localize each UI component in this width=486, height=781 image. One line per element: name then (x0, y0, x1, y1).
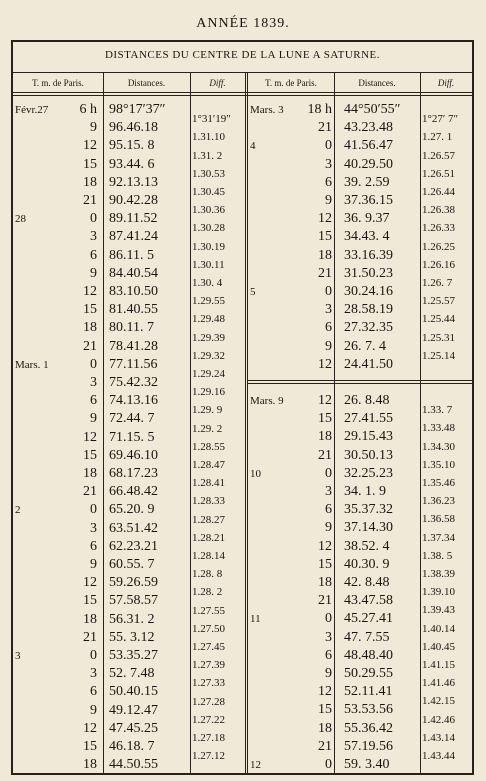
diff-cell: 1.29. 9 (192, 404, 223, 417)
hour-cell: 9 (90, 120, 97, 136)
diff-cell: 1.27.39 (192, 659, 225, 672)
distance-cell: 77.11.56 (109, 356, 158, 372)
distance-cell: 24.41.50 (344, 356, 393, 372)
hour-cell: 3 (325, 302, 332, 318)
distance-cell: 81.40.55 (109, 302, 158, 318)
hour-cell: 21 (83, 629, 97, 645)
diff-cell: 1.40.45 (422, 640, 455, 653)
date-label: 12 (250, 759, 261, 771)
hour-cell: 12 (83, 720, 97, 736)
hour-cell: 18 (83, 466, 97, 481)
hour-cell: 6 (325, 320, 332, 336)
hour-cell: 0 (325, 284, 332, 299)
distance-cell: 32.25.23 (344, 465, 393, 481)
date-label: 5 (250, 286, 256, 298)
diff-cell: 1.28. 8 (192, 568, 223, 581)
hour-cell: 3 (325, 629, 332, 645)
diff-cell: 1.40.14 (422, 622, 455, 635)
distance-cell: 44.50.55 (109, 757, 158, 773)
diff-cell: 1.27.12 (192, 750, 225, 763)
distance-cell: 30.50.13 (344, 447, 393, 463)
hour-cell: 18 (318, 247, 332, 263)
distance-cell: 87.41.24 (109, 229, 158, 245)
distance-cell: 46.18. 7 (109, 739, 155, 754)
diff-cell: 1.26.51 (422, 167, 455, 180)
distance-cell: 50.29.55 (344, 666, 393, 681)
right-section-rule-2 (248, 383, 473, 384)
hour-cell: 18 (83, 611, 97, 627)
distance-cell: 89.11.52 (109, 211, 158, 227)
distance-cell: 84.40.54 (109, 265, 158, 281)
diff-cell: 1.25.57 (422, 295, 455, 308)
distance-cell: 59. 3.40 (344, 757, 390, 772)
diff-cell: 1.27.22 (192, 713, 225, 726)
diff-cell: 1.29.48 (192, 313, 225, 326)
diff-cell: 1.25.44 (422, 313, 455, 326)
hour-cell: 0 (325, 757, 332, 772)
diff-cell: 1.42.15 (422, 695, 455, 708)
distance-cell: 34. 1. 9 (344, 484, 386, 499)
diff-cell: 1.30. 4 (192, 276, 223, 289)
diff-cell: 1.26. 7 (422, 276, 453, 289)
distance-cell: 43.47.58 (344, 593, 393, 609)
hour-cell: 6 h (79, 102, 97, 117)
distance-cell: 38.52. 4 (344, 538, 390, 554)
diff-cell: 1.28. 2 (192, 586, 223, 599)
date-label: Mars. 3 (250, 104, 284, 116)
hour-cell: 12 (83, 284, 97, 299)
distance-cell: 40.30. 9 (344, 556, 390, 572)
distance-cell: 28.58.19 (344, 302, 393, 318)
distance-cell: 44°50′55″ (344, 102, 401, 117)
date-label: 11 (250, 613, 261, 626)
hour-cell: 0 (325, 138, 332, 154)
date-label: Févr.27 (15, 104, 49, 116)
year-title: ANNÉE 1839. (196, 16, 290, 31)
hour-cell: 6 (325, 502, 332, 518)
diff-cell: 1.38. 5 (422, 549, 453, 562)
hour-cell: 18 (318, 720, 332, 736)
hour-cell: 6 (325, 174, 332, 190)
diff-cell: 1.34.30 (422, 440, 455, 453)
diff-cell: 1.33.48 (422, 422, 455, 435)
diff-cell: 1.35.46 (422, 476, 455, 489)
diff-cell: 1.28.21 (192, 531, 225, 544)
diff-cell: 1.30.36 (192, 204, 225, 217)
distance-cell: 93.44. 6 (109, 156, 155, 172)
date-label: 3 (15, 650, 21, 662)
hour-cell: 21 (318, 447, 332, 463)
distance-cell: 57.19.56 (344, 738, 393, 754)
hour-cell: 12 (318, 356, 332, 372)
hour-cell: 15 (318, 556, 332, 572)
date-label: 10 (250, 467, 261, 480)
diff-cell: 1.26.25 (422, 240, 455, 253)
hour-cell: 15 (83, 447, 97, 463)
distance-cell: 83.10.50 (109, 284, 158, 299)
date-label: Mars. 1 (15, 358, 49, 371)
diff-cell: 1.29.24 (192, 367, 225, 380)
distance-cell: 34.43. 4 (344, 229, 390, 245)
distance-cell: 63.51.42 (109, 520, 158, 536)
diff-cell: 1.28.55 (192, 440, 225, 453)
diff-cell: 1.38.39 (422, 567, 455, 580)
diff-cell: 1.27.18 (192, 731, 225, 744)
distance-cell: 55.36.42 (344, 720, 393, 736)
diff-cell: 1.43.44 (422, 749, 455, 762)
distance-cell: 41.56.47 (344, 138, 393, 154)
diff-cell: 1.36.58 (422, 513, 455, 526)
table-title: DISTANCES DU CENTRE DE LA LUNE A SATURNE. (104, 49, 381, 61)
diff-cell: 1.28.33 (192, 495, 225, 508)
distance-cell: 95.15. 8 (109, 138, 155, 154)
distance-cell: 56.31. 2 (109, 611, 155, 627)
diff-cell: 1.25.14 (422, 349, 455, 362)
hour-cell: 12 (318, 393, 332, 408)
diff-cell: 1.42.46 (422, 713, 455, 726)
diff-cell: 1.30.45 (192, 185, 225, 198)
distance-cell: 26. 8.48 (344, 393, 390, 408)
distance-cell: 33.16.39 (344, 247, 393, 263)
diff-cell: 1.26.33 (422, 222, 455, 235)
distance-cell: 50.40.15 (109, 684, 158, 700)
diff-cell: 1.25.31 (422, 331, 455, 344)
distance-cell: 31.50.23 (344, 265, 393, 281)
distance-cell: 53.35.27 (109, 648, 158, 663)
distance-cell: 78.41.28 (109, 338, 158, 354)
hour-cell: 0 (90, 211, 97, 227)
diff-cell: 1.29.39 (192, 331, 225, 344)
distance-cell: 90.42.28 (109, 193, 158, 208)
hour-cell: 9 (90, 557, 97, 572)
distance-cell: 39. 2.59 (344, 174, 390, 190)
distance-cell: 37.14.30 (344, 520, 393, 536)
hour-cell: 3 (90, 666, 97, 682)
distance-cell: 43.23.48 (344, 120, 393, 136)
distance-cell: 49.12.47 (109, 702, 158, 718)
distance-cell: 60.55. 7 (109, 557, 155, 572)
hour-cell: 0 (90, 648, 97, 663)
diff-cell: 1.29. 2 (192, 422, 223, 435)
diff-cell: 1.27. 1 (422, 131, 453, 144)
distance-cell: 68.17.23 (109, 466, 158, 481)
distance-cell: 40.29.50 (344, 156, 393, 172)
distance-cell: 86.11. 5 (109, 247, 154, 263)
header-distance-right: Distances. (358, 78, 396, 88)
diff-cell: 1.31.10 (192, 131, 225, 144)
hour-cell: 6 (90, 538, 97, 554)
distance-cell: 30.24.16 (344, 284, 393, 299)
diff-cell: 1.26.16 (422, 258, 455, 271)
diff-cell: 1.28.27 (192, 513, 225, 526)
distance-cell: 98°17′37″ (109, 102, 166, 117)
hour-cell: 18 (83, 320, 97, 336)
hour-cell: 3 (90, 375, 97, 390)
diff-cell: 1.41.15 (422, 658, 455, 671)
diff-cell: 1.28.47 (192, 458, 225, 471)
hour-cell: 15 (83, 593, 97, 609)
hour-cell: 18 (83, 174, 97, 190)
diff-cell: 1.27.50 (192, 622, 225, 635)
diff-cell: 1.27.28 (192, 695, 225, 708)
hour-cell: 9 (325, 193, 332, 208)
distance-cell: 59.26.59 (109, 575, 158, 591)
diff-cell: 1.26.38 (422, 204, 455, 217)
hour-cell: 0 (90, 502, 97, 518)
header-distance-left: Distances. (127, 78, 166, 88)
diff-cell: 1.39.43 (422, 604, 455, 617)
diff-cell: 1.28.41 (192, 477, 225, 490)
hour-cell: 3 (325, 156, 332, 172)
diff-cell: 1°31′19″ (192, 113, 231, 126)
hour-cell: 0 (325, 611, 332, 627)
col-divider-1 (103, 73, 104, 773)
distance-cell: 71.15. 5 (109, 429, 155, 445)
distance-cell: 72.44. 7 (109, 411, 155, 427)
diff-cell: 1.43.14 (422, 731, 455, 744)
diff-cell: 1.28.14 (192, 549, 225, 562)
hour-cell: 9 (325, 666, 332, 681)
hour-cell: 15 (83, 739, 97, 754)
date-label: 4 (250, 140, 256, 153)
hour-cell: 12 (83, 575, 97, 591)
distance-cell: 62.23.21 (109, 538, 158, 554)
diff-cell: 1.30.28 (192, 222, 225, 235)
hour-cell: 0 (90, 356, 97, 372)
diff-cell: 1.27.45 (192, 640, 225, 653)
distance-cell: 55. 3.12 (109, 629, 155, 645)
hour-cell: 0 (325, 465, 332, 481)
date-label: Mars. 9 (250, 395, 284, 407)
distance-cell: 45.27.41 (344, 611, 393, 627)
distance-cell: 80.11. 7 (109, 320, 154, 336)
diff-cell: 1.35.10 (422, 458, 455, 471)
hour-cell: 9 (90, 702, 97, 718)
hour-cell: 18 (318, 429, 332, 445)
diff-cell: 1°27′ 7″ (422, 113, 459, 126)
hour-cell: 21 (83, 338, 97, 354)
header-diff-left: Diff. (209, 78, 226, 88)
distance-cell: 29.15.43 (344, 429, 393, 445)
distance-cell: 27.32.35 (344, 320, 393, 336)
distance-cell: 92.13.13 (109, 174, 158, 190)
col-divider-3 (334, 73, 335, 773)
distance-cell: 52. 7.48 (109, 666, 155, 682)
diff-cell: 1.26.44 (422, 185, 455, 198)
distance-cell: 37.36.15 (344, 193, 393, 208)
distance-cell: 57.58.57 (109, 593, 158, 609)
distance-cell: 27.41.55 (344, 411, 393, 427)
hour-cell: 12 (318, 684, 332, 700)
distance-cell: 52.11.41 (344, 684, 393, 700)
hour-cell: 6 (325, 647, 332, 663)
hour-cell: 12 (318, 538, 332, 554)
distance-cell: 65.20. 9 (109, 502, 155, 518)
date-label: 28 (15, 213, 26, 226)
diff-cell: 1.26.57 (422, 149, 455, 162)
distance-cell: 75.42.32 (109, 375, 158, 390)
hour-cell: 9 (325, 338, 332, 354)
hour-cell: 3 (90, 520, 97, 536)
hour-cell: 15 (318, 411, 332, 427)
hour-cell: 21 (318, 265, 332, 281)
distance-cell: 96.46.18 (109, 120, 158, 136)
hour-cell: 3 (325, 484, 332, 499)
hour-cell: 15 (83, 302, 97, 318)
diff-cell: 1.36.23 (422, 495, 455, 508)
hour-cell: 21 (83, 193, 97, 208)
distance-cell: 48.48.40 (344, 647, 393, 663)
diff-cell: 1.29.32 (192, 349, 225, 362)
diff-cell: 1.39.10 (422, 586, 455, 599)
hour-cell: 21 (83, 484, 97, 500)
diff-cell: 1.30.53 (192, 167, 225, 180)
header-rule (13, 92, 472, 93)
hour-cell: 21 (318, 738, 332, 754)
distance-cell: 36. 9.37 (344, 211, 390, 227)
header-time-right: T. m. de Paris. (265, 78, 317, 88)
hour-cell: 9 (90, 265, 97, 281)
date-label: 2 (15, 504, 21, 517)
diff-cell: 1.37.34 (422, 531, 455, 544)
hour-cell: 15 (318, 229, 332, 245)
distance-cell: 53.53.56 (344, 702, 393, 718)
hour-cell: 18 h (307, 102, 332, 117)
distance-cell: 26. 7. 4 (344, 338, 386, 354)
distance-cell: 74.13.16 (109, 393, 158, 409)
right-section-rule (248, 380, 473, 381)
hour-cell: 21 (318, 120, 332, 136)
hour-cell: 6 (90, 247, 97, 263)
hour-cell: 6 (90, 393, 97, 409)
hour-cell: 21 (318, 593, 332, 609)
diff-cell: 1.30.19 (192, 240, 225, 253)
header-diff-right: Diff. (437, 78, 455, 88)
diff-cell: 1.29.16 (192, 386, 225, 399)
hour-cell: 6 (90, 684, 97, 700)
diff-cell: 1.27.33 (192, 677, 225, 690)
hour-cell: 3 (90, 229, 97, 245)
distance-cell: 66.48.42 (109, 484, 158, 500)
diff-cell: 1.29.55 (192, 295, 225, 308)
header-time-left: T. m. de Paris. (32, 78, 84, 88)
distance-cell: 35.37.32 (344, 502, 393, 518)
hour-cell: 12 (318, 211, 332, 227)
diff-cell: 1.33. 7 (422, 404, 453, 417)
hour-cell: 15 (318, 702, 332, 718)
hour-cell: 12 (83, 429, 97, 445)
distance-cell: 47.45.25 (109, 720, 158, 736)
hour-cell: 18 (83, 757, 97, 773)
hour-cell: 15 (83, 156, 97, 172)
table-frame (11, 40, 474, 775)
diff-cell: 1.31. 2 (192, 149, 223, 162)
header-rule-2 (13, 95, 472, 96)
distance-cell: 42. 8.48 (344, 575, 390, 590)
title-rule (13, 72, 472, 73)
hour-cell: 9 (325, 520, 332, 536)
diff-cell: 1.30.11 (192, 258, 225, 271)
hour-cell: 12 (83, 138, 97, 154)
diff-cell: 1.27.55 (192, 604, 225, 617)
distance-cell: 47. 7.55 (344, 629, 390, 645)
hour-cell: 18 (318, 575, 332, 590)
distance-cell: 69.46.10 (109, 447, 158, 463)
hour-cell: 9 (90, 411, 97, 427)
diff-cell: 1.41.46 (422, 677, 455, 690)
